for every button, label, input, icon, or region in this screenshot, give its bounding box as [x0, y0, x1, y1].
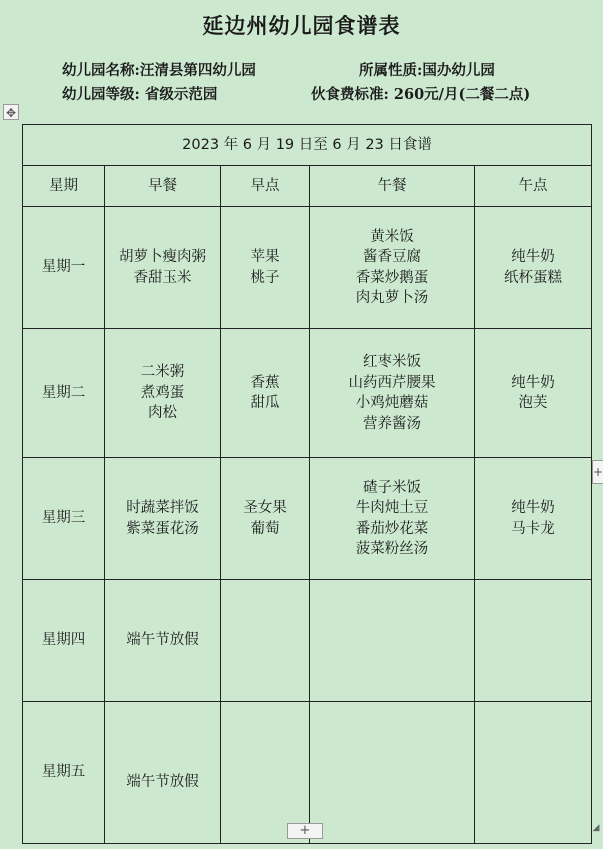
menu-item: 纯牛奶 [511, 500, 555, 516]
date-range-row [23, 125, 592, 166]
table-row [23, 458, 592, 580]
table-row [23, 580, 592, 702]
breakfast-cell[interactable] [105, 207, 221, 329]
menu-item: 牛肉炖土豆 [355, 500, 429, 516]
menu-item: 煮鸡蛋 [140, 384, 185, 401]
menu-item: 山药西芹腰果 [348, 374, 436, 391]
kindergarten-nature-value: 国办幼儿园 [422, 62, 495, 79]
menu-item: 肉丸萝卜汤 [355, 290, 429, 306]
breakfast-cell[interactable] [105, 702, 221, 844]
move-arrows-icon[interactable]: ✥ [3, 104, 19, 120]
afternoon-snack-cell[interactable] [475, 580, 592, 702]
menu-item: 苹果 [250, 249, 280, 265]
kindergarten-nature-label: 所属性质: [359, 62, 423, 79]
kindergarten-name [62, 59, 256, 80]
table-row [23, 207, 592, 329]
kindergarten-grade-value: 省级示范园 [139, 86, 218, 103]
table-row [23, 329, 592, 458]
lunch-cell[interactable] [310, 458, 475, 580]
resize-corner-icon[interactable]: ◢ [592, 823, 600, 833]
kindergarten-name-value: 汪清县第四幼儿园 [139, 62, 256, 79]
header-lunch[interactable]: 午餐 [310, 166, 475, 207]
menu-item: 泡芙 [518, 395, 548, 411]
header-afternoon-snack[interactable]: 午点 [475, 166, 592, 207]
day-cell[interactable]: 星期二 [23, 329, 105, 458]
menu-table [22, 124, 592, 844]
header-row [23, 166, 592, 207]
menu-item: 时蔬菜拌饭 [126, 500, 199, 516]
menu-item: 甜瓜 [250, 395, 280, 411]
afternoon-snack-cell[interactable] [475, 207, 592, 329]
menu-item: 端午节放假 [126, 632, 199, 649]
menu-item: 纸杯蛋糕 [504, 269, 563, 286]
day-cell[interactable]: 星期三 [23, 458, 105, 580]
menu-item: 香蕉 [250, 374, 280, 391]
breakfast-cell[interactable] [105, 458, 221, 580]
menu-item: 小鸡炖蘑菇 [355, 395, 429, 411]
day-cell[interactable]: 星期四 [23, 580, 105, 702]
menu-item: 纯牛奶 [511, 249, 555, 265]
menu-item: 营养酱汤 [363, 415, 421, 432]
add-row-button[interactable]: + [287, 823, 323, 839]
kindergarten-grade-label: 幼儿园等级: [62, 86, 140, 103]
menu-item: 黄米饭 [370, 228, 414, 245]
menu-item: 碴子米饭 [363, 479, 421, 496]
lunch-cell[interactable] [310, 207, 475, 329]
menu-item: 香菜炒鹅蛋 [355, 269, 429, 286]
day-cell[interactable]: 星期五 [23, 702, 105, 844]
menu-item: 胡萝卜瘦肉粥 [119, 249, 206, 265]
date-range-cell[interactable]: 2023 年 6 月 19 日至 6 月 23 日食谱 [23, 125, 592, 166]
menu-item: 圣女果 [243, 500, 287, 516]
morning-snack-cell[interactable] [221, 458, 310, 580]
lunch-cell[interactable] [310, 329, 475, 458]
morning-snack-cell[interactable] [221, 329, 310, 458]
day-cell[interactable]: 星期一 [23, 207, 105, 329]
menu-item: 葡萄 [250, 520, 280, 537]
meal-fee-label: 伙食费标准: [311, 86, 389, 103]
menu-item: 桃子 [250, 269, 280, 286]
afternoon-snack-cell[interactable] [475, 458, 592, 580]
menu-item: 香甜玉米 [133, 269, 192, 286]
afternoon-snack-cell[interactable] [475, 329, 592, 458]
kindergarten-nature [359, 59, 495, 80]
menu-item: 肉松 [148, 405, 177, 422]
lunch-cell[interactable] [310, 580, 475, 702]
breakfast-cell[interactable] [105, 329, 221, 458]
morning-snack-cell[interactable] [221, 207, 310, 329]
kindergarten-grade [62, 83, 217, 104]
menu-item: 紫菜蛋花汤 [126, 520, 199, 537]
menu-item: 红枣米饭 [363, 354, 421, 370]
meal-fee-value: 260元/月(二餐二点) [388, 86, 531, 103]
kindergarten-name-label: 幼儿园名称: [62, 62, 140, 79]
breakfast-cell[interactable] [105, 580, 221, 702]
menu-item: 番茄炒花菜 [355, 520, 429, 537]
header-breakfast[interactable]: 早餐 [105, 166, 221, 207]
menu-item: 纯牛奶 [511, 374, 555, 391]
meal-fee-standard [311, 83, 530, 104]
morning-snack-cell[interactable] [221, 580, 310, 702]
document-title: 延边州幼儿园食谱表 [202, 13, 401, 38]
menu-item: 端午节放假 [126, 774, 199, 791]
menu-item: 二米粥 [140, 364, 185, 381]
lunch-cell[interactable] [310, 702, 475, 844]
add-column-button[interactable]: + [592, 460, 603, 484]
menu-item: 酱香豆腐 [363, 249, 421, 265]
header-morning-snack[interactable]: 早点 [221, 166, 310, 207]
menu-item: 菠菜粉丝汤 [355, 541, 429, 557]
menu-item: 马卡龙 [511, 520, 555, 537]
header-day[interactable]: 星期 [23, 166, 105, 207]
afternoon-snack-cell[interactable] [475, 702, 592, 844]
